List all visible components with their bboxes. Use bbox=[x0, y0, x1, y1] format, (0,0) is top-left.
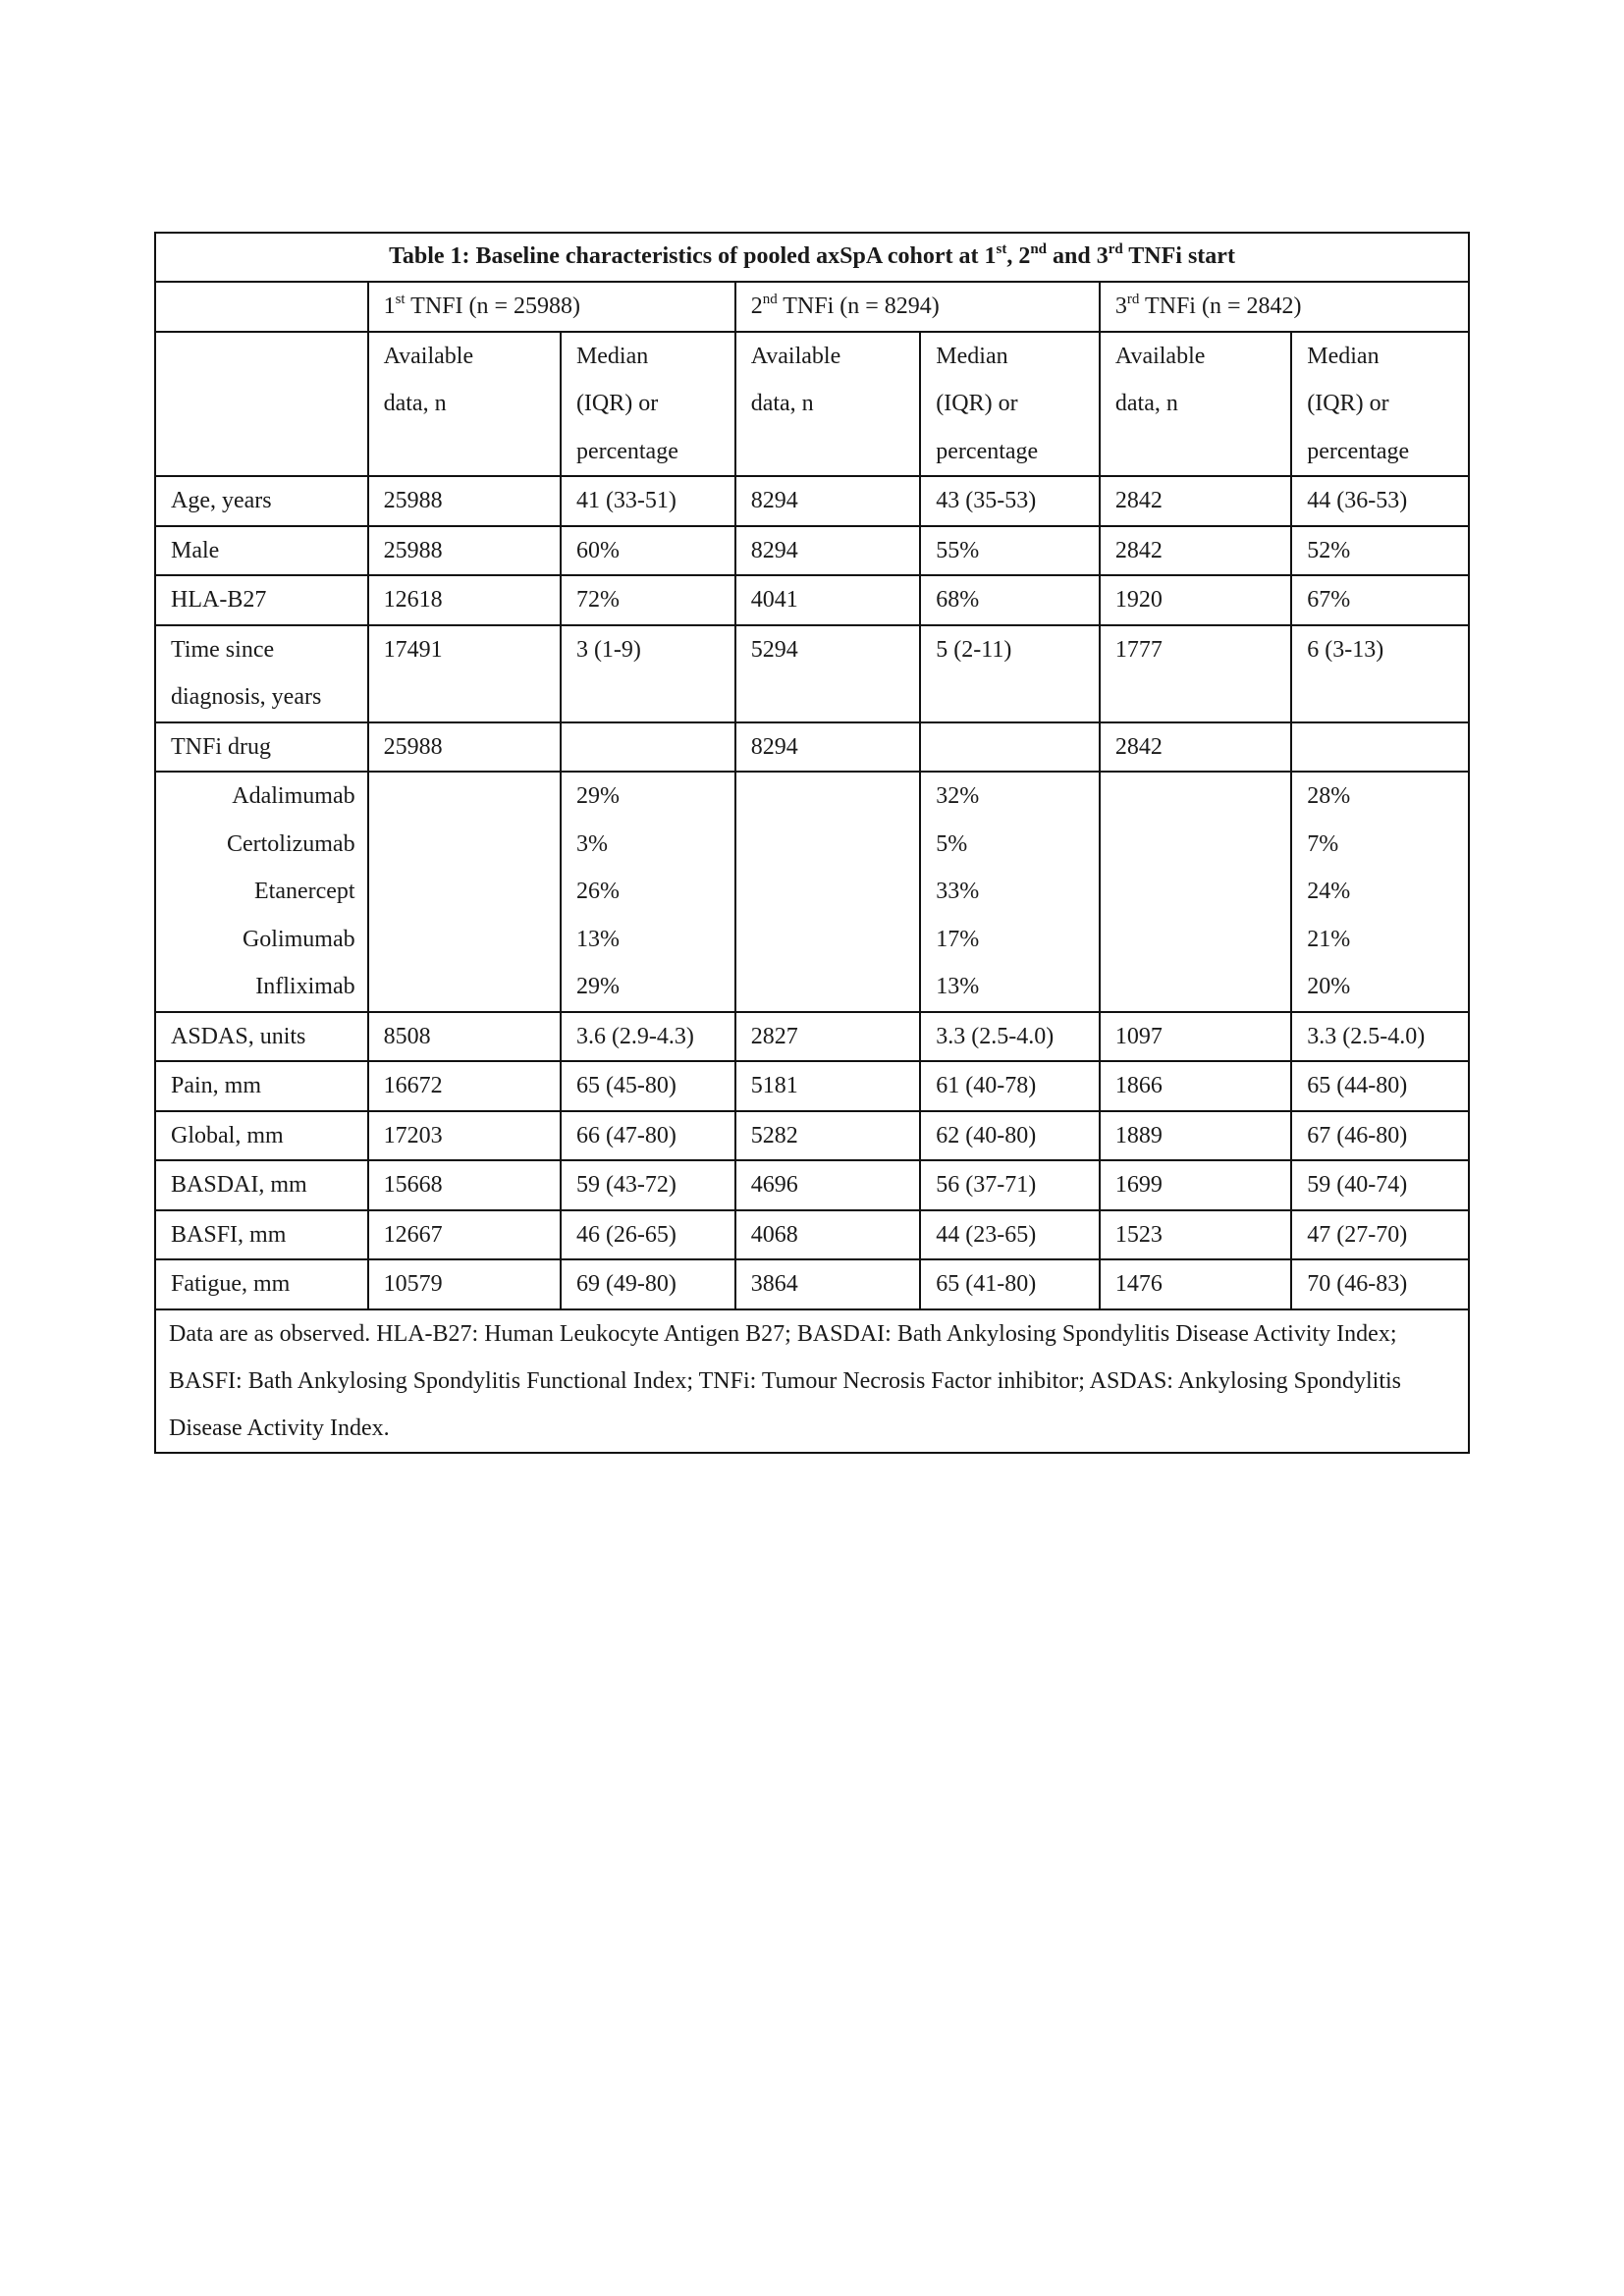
header-line: Median bbox=[936, 343, 1008, 369]
cell: 6 (3-13) bbox=[1291, 625, 1469, 722]
empty-header-cell bbox=[155, 332, 368, 477]
row-label: Male bbox=[155, 526, 368, 576]
cell: 8294 bbox=[735, 476, 921, 526]
cell: 2842 bbox=[1100, 722, 1291, 773]
drug-pct: 21% bbox=[1307, 926, 1351, 952]
header-line: data, n bbox=[383, 391, 447, 416]
cell: 43 (35-53) bbox=[920, 476, 1100, 526]
drug-pct: 3% bbox=[575, 830, 608, 857]
group-sup: st bbox=[395, 292, 406, 307]
row-label: ASDAS, units bbox=[155, 1012, 368, 1062]
table-row bbox=[155, 722, 1469, 773]
cell: 12618 bbox=[368, 575, 561, 625]
drug-pct: 5% bbox=[936, 830, 968, 857]
cell: 1889 bbox=[1100, 1111, 1291, 1161]
drug-pct: 32% bbox=[936, 783, 980, 809]
cell: 1866 bbox=[1100, 1061, 1291, 1111]
cell: 8508 bbox=[368, 1012, 561, 1062]
group-num: 3 bbox=[1114, 294, 1127, 319]
group-num: 1 bbox=[383, 294, 396, 319]
cell: 72% bbox=[561, 575, 735, 625]
cell: 3.3 (2.5-4.0) bbox=[920, 1012, 1100, 1062]
cell: 16672 bbox=[368, 1061, 561, 1111]
cell: 10579 bbox=[368, 1259, 561, 1309]
row-label: Fatigue, mm bbox=[155, 1259, 368, 1309]
table-row bbox=[155, 526, 1469, 576]
cell: 5 (2-11) bbox=[920, 625, 1100, 722]
header-line: Available bbox=[1114, 343, 1206, 369]
median-header bbox=[561, 332, 735, 477]
table-title bbox=[155, 233, 1469, 282]
cell: 8294 bbox=[735, 722, 921, 773]
cell: 3 (1-9) bbox=[561, 625, 735, 722]
title-text: Table 1: Baseline characteristics of pooled axSpA cohort at 1 bbox=[389, 243, 997, 269]
cell: 3.6 (2.9-4.3) bbox=[561, 1012, 735, 1062]
header-line: data, n bbox=[750, 391, 814, 416]
cell: 47 (27-70) bbox=[1291, 1210, 1469, 1260]
header-line: Available bbox=[383, 343, 474, 369]
drug-pct: 7% bbox=[1307, 830, 1339, 857]
cell: 5282 bbox=[735, 1111, 921, 1161]
cell: 5181 bbox=[735, 1061, 921, 1111]
cell: 68% bbox=[920, 575, 1100, 625]
row-label: TNFi drug bbox=[155, 722, 368, 773]
table-row bbox=[155, 1111, 1469, 1161]
cell: 69 (49-80) bbox=[561, 1259, 735, 1309]
drug-pct: 29% bbox=[575, 783, 620, 809]
cell: 5294 bbox=[735, 625, 921, 722]
row-label: BASFI, mm bbox=[155, 1210, 368, 1260]
drug-name: Golimumab bbox=[242, 926, 355, 952]
drug-name: Infliximab bbox=[255, 974, 355, 999]
row-label: BASDAI, mm bbox=[155, 1160, 368, 1210]
cell: 41 (33-51) bbox=[561, 476, 735, 526]
table-row bbox=[155, 625, 1469, 722]
group-num: 2 bbox=[750, 294, 763, 319]
table-row bbox=[155, 1061, 1469, 1111]
cell: 25988 bbox=[368, 476, 561, 526]
row-label: Pain, mm bbox=[155, 1061, 368, 1111]
drug-pct: 13% bbox=[575, 926, 620, 952]
drug-name: Etanercept bbox=[253, 879, 355, 904]
drug-pct: 28% bbox=[1307, 783, 1351, 809]
cell: 59 (43-72) bbox=[561, 1160, 735, 1210]
header-line: (IQR) or bbox=[936, 391, 1018, 416]
median-header bbox=[1291, 332, 1469, 477]
cell: 1920 bbox=[1100, 575, 1291, 625]
cell bbox=[920, 722, 1100, 773]
cell: 17203 bbox=[368, 1111, 561, 1161]
title-sup: st bbox=[996, 241, 1007, 257]
cell: 25988 bbox=[368, 526, 561, 576]
table-row bbox=[155, 575, 1469, 625]
cell: 2842 bbox=[1100, 476, 1291, 526]
median-header bbox=[920, 332, 1100, 477]
sub-header-row bbox=[155, 332, 1469, 477]
header-line: Median bbox=[575, 343, 649, 369]
header-line: percentage bbox=[936, 438, 1039, 464]
table-row bbox=[155, 1160, 1469, 1210]
cell: 15668 bbox=[368, 1160, 561, 1210]
header-line: Available bbox=[750, 343, 841, 369]
drug-pct: 13% bbox=[936, 974, 980, 999]
drug-pct: 20% bbox=[1307, 974, 1351, 999]
cell: 1476 bbox=[1100, 1259, 1291, 1309]
cell: 44 (36-53) bbox=[1291, 476, 1469, 526]
group-header-row bbox=[155, 282, 1469, 332]
available-header bbox=[1100, 332, 1291, 477]
table-footnote: Data are as observed. HLA-B27: Human Leukocyte Antigen B27; BASDAI: Bath Ankylosing Spondylitis Disease Activity Index; BASFI: Bath Ankylosing Spondylitis Functional Index; TNFi: Tumour Necrosis Factor inhibitor; ASDAS: Ankylosing Spondylitis Disease Activity Index. bbox=[155, 1309, 1469, 1453]
row-label: Global, mm bbox=[155, 1111, 368, 1161]
cell: 1777 bbox=[1100, 625, 1291, 722]
group-header-3rd bbox=[1100, 282, 1469, 332]
cell: 65 (41-80) bbox=[920, 1259, 1100, 1309]
header-line: percentage bbox=[575, 438, 678, 464]
cell: 67% bbox=[1291, 575, 1469, 625]
table-title-row bbox=[155, 233, 1469, 282]
drug-pct: 24% bbox=[1307, 879, 1351, 904]
drug-breakdown-row bbox=[155, 772, 1469, 1012]
title-text: TNFi start bbox=[1122, 243, 1235, 269]
group-label: TNFi (n = 8294) bbox=[777, 294, 940, 319]
cell: 12667 bbox=[368, 1210, 561, 1260]
group-label: TNFI (n = 25988) bbox=[405, 294, 581, 319]
cell: 65 (45-80) bbox=[561, 1061, 735, 1111]
empty-cell bbox=[735, 772, 921, 1012]
cell: 62 (40-80) bbox=[920, 1111, 1100, 1161]
cell: 8294 bbox=[735, 526, 921, 576]
cell: 52% bbox=[1291, 526, 1469, 576]
cell: 25988 bbox=[368, 722, 561, 773]
cell bbox=[561, 722, 735, 773]
drug-pct-first bbox=[561, 772, 735, 1012]
group-sup: rd bbox=[1126, 292, 1140, 307]
cell: 70 (46-83) bbox=[1291, 1259, 1469, 1309]
group-header-1st bbox=[368, 282, 735, 332]
cell: 61 (40-78) bbox=[920, 1061, 1100, 1111]
drug-pct: 17% bbox=[936, 926, 980, 952]
row-label: Age, years bbox=[155, 476, 368, 526]
cell: 66 (47-80) bbox=[561, 1111, 735, 1161]
header-line: percentage bbox=[1307, 438, 1410, 464]
cell: 2827 bbox=[735, 1012, 921, 1062]
empty-cell bbox=[1100, 772, 1291, 1012]
title-sup: nd bbox=[1030, 241, 1048, 257]
cell: 17491 bbox=[368, 625, 561, 722]
drug-name: Certolizumab bbox=[226, 830, 355, 857]
cell: 60% bbox=[561, 526, 735, 576]
title-sup: rd bbox=[1108, 241, 1123, 257]
title-text: and 3 bbox=[1047, 243, 1109, 269]
group-sup: nd bbox=[762, 292, 778, 307]
table-row bbox=[155, 1259, 1469, 1309]
table-row bbox=[155, 1012, 1469, 1062]
row-label bbox=[155, 625, 368, 722]
header-line: data, n bbox=[1114, 391, 1178, 416]
header-line: Median bbox=[1307, 343, 1380, 369]
cell: 3.3 (2.5-4.0) bbox=[1291, 1012, 1469, 1062]
available-header bbox=[368, 332, 561, 477]
table-row bbox=[155, 1210, 1469, 1260]
title-text: , 2 bbox=[1006, 243, 1031, 269]
cell: 46 (26-65) bbox=[561, 1210, 735, 1260]
drug-pct: 26% bbox=[575, 879, 620, 904]
footnote-row bbox=[155, 1309, 1469, 1453]
cell: 55% bbox=[920, 526, 1100, 576]
cell: 56 (37-71) bbox=[920, 1160, 1100, 1210]
cell: 4696 bbox=[735, 1160, 921, 1210]
cell: 4068 bbox=[735, 1210, 921, 1260]
cell: 65 (44-80) bbox=[1291, 1061, 1469, 1111]
cell: 1097 bbox=[1100, 1012, 1291, 1062]
cell: 3864 bbox=[735, 1259, 921, 1309]
cell: 44 (23-65) bbox=[920, 1210, 1100, 1260]
cell: 59 (40-74) bbox=[1291, 1160, 1469, 1210]
group-header-2nd bbox=[735, 282, 1100, 332]
baseline-characteristics-table bbox=[154, 232, 1470, 1454]
header-line: (IQR) or bbox=[575, 391, 659, 416]
cell bbox=[1291, 722, 1469, 773]
drug-names bbox=[155, 772, 368, 1012]
table-row bbox=[155, 476, 1469, 526]
cell: 1523 bbox=[1100, 1210, 1291, 1260]
empty-cell bbox=[368, 772, 561, 1012]
drug-pct-third bbox=[1291, 772, 1469, 1012]
row-label-line: Time since bbox=[171, 636, 275, 663]
available-header bbox=[735, 332, 921, 477]
cell: 4041 bbox=[735, 575, 921, 625]
row-label-line: diagnosis, years bbox=[171, 684, 322, 710]
drug-pct-second bbox=[920, 772, 1100, 1012]
group-label: TNFi (n = 2842) bbox=[1139, 294, 1302, 319]
row-label: HLA-B27 bbox=[155, 575, 368, 625]
drug-pct: 29% bbox=[575, 974, 620, 999]
drug-pct: 33% bbox=[936, 879, 980, 904]
empty-header-cell bbox=[155, 282, 368, 332]
header-line: (IQR) or bbox=[1307, 391, 1389, 416]
drug-name: Adalimumab bbox=[232, 783, 355, 809]
cell: 67 (46-80) bbox=[1291, 1111, 1469, 1161]
cell: 2842 bbox=[1100, 526, 1291, 576]
cell: 1699 bbox=[1100, 1160, 1291, 1210]
